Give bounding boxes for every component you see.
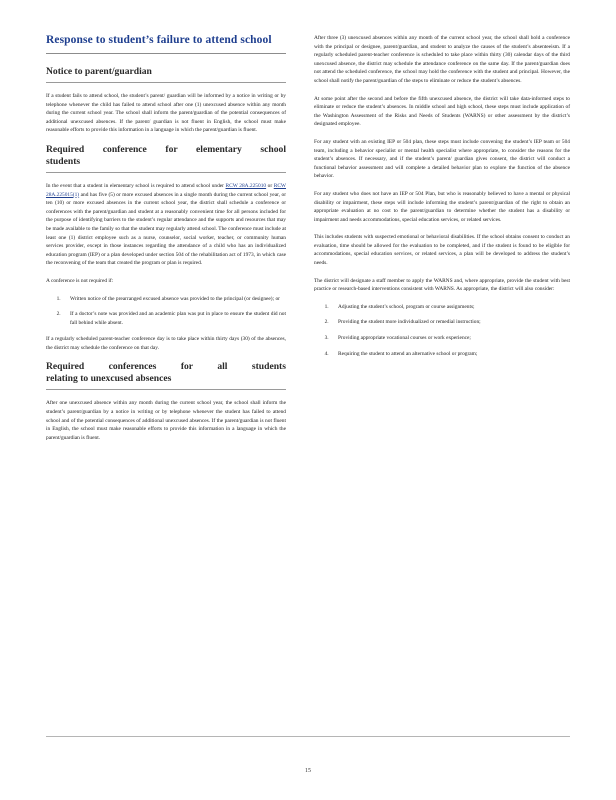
elementary-paragraph-3: If a regularly scheduled parent-teacher conference day is to take place within thirty days (30) of the absences, the district may schedule the conference on that day. (46, 336, 286, 351)
right-paragraph-6: The district will designate a staff member to apply the WARNS and, where appropriate, provide the student with best practice or research-based interventions consistent with WARNS. As appropriate, the district will also consider: (314, 277, 570, 293)
all-students-heading-line1: Required conferences for all students (46, 361, 286, 373)
list-item: 1. Adjusting the student’s school, program or course assignments; (330, 303, 570, 312)
page-number: 15 (305, 768, 311, 774)
elementary-heading-line2: students (46, 155, 81, 167)
elementary-heading-line1: Required conference for elementary school (46, 143, 286, 155)
list-item: 2. If a doctor’s note was provided and an academic plan was put in place to ensure the student did not fall behind while absent. (62, 310, 286, 327)
footer-divider (46, 736, 570, 737)
conference-exceptions-list (46, 295, 286, 328)
notice-heading-divider (46, 82, 286, 83)
list-item: 1. Written notice of the prearranged excused absence was provided to the principal (or designee); or (62, 295, 286, 304)
right-paragraph-3: For any student with an existing IEP or 504 plan, these steps must include convening the student’s IEP team or 504 team, including a behavior specialist or mental health specialist where appropriate, to consider the reasons for the student’s absences. If necessary, and if the student’s parent/ guardian gives consent, the district will conduct a functional behavior assessment and will complete a detailed behavior plan to explore the function of the absence behavior. (314, 138, 570, 180)
right-paragraph-4: For any student who does not have an IEP or 504 Plan, but who is reasonably believed to have a mental or physical disability or impairment, these steps will include informing the student’s parent/guardian of the right to obtain an appropriate evaluation at no cost to the parent/guardian to determine whether the student has a disability or impairment and needs accommodations, special education services, or related services. (314, 190, 570, 223)
list-item: 3. Providing appropriate vocational courses or work experience; (330, 334, 570, 343)
left-column (46, 34, 286, 451)
right-paragraph-2: At some point after the second and before the fifth unexcused absence, the district will take data-informed steps to eliminate or reduce the student’s absences. In middle school and high school, these steps must include application of the Washington Assessment of the Risks and Needs of Students (WARNS) or other assessment by the district’s designated employee. (314, 95, 570, 128)
page-title: Response to student’s failure to attend school (46, 34, 272, 46)
elementary-paragraph-2: A conference is not required if: (46, 277, 114, 284)
list-item: 4. Requiring the student to attend an alternative school or program; (330, 350, 570, 359)
right-paragraph-5: This includes students with suspected emotional or behavioral disabilities. If the school obtains consent to conduct an evaluation, time should be allowed for the evaluation to be completed, and if the student is found to be eligible for accommodations, special education services, or related services, a plan will be developed to address the student’s needs. (314, 234, 570, 267)
rcw-28a225010-link[interactable]: RCW 28A.225010 (225, 182, 267, 189)
rcw-28a225015-link[interactable]: RCW 28A.225015(1) (46, 182, 286, 198)
notice-paragraph: If a student fails to attend school, the student’s parent/ guardian will be informed by a notice in writing or by telephone whenever the child has failed to attend school after one (1) unexcused absence within any month during the current school year. The school shall inform the parent/guardian of the potential consequences of additional unexcused absences. If the parent/ guardian is not fluent in English, the school must make reasonable efforts to provide this information in a language in which the parent/guardian is fluent. (46, 93, 286, 134)
list-item: 2. Providing the student more individualized or remedial instruction; (330, 318, 570, 327)
consideration-list (314, 303, 570, 358)
notice-heading: Notice to parent/guardian (46, 66, 152, 77)
all-students-heading (46, 361, 286, 385)
elementary-heading-divider (46, 172, 286, 173)
right-column (314, 34, 570, 366)
elementary-paragraph-1 (46, 182, 286, 268)
all-students-paragraph: After one unexcused absence within any month during the current school year, the school shall inform the student’s parent/guardian by a notice in writing or by telephone whenever the student has failed to attend school and of the potential consequences of additional unexcused absences. If the parent/guardian is not fluent in English, the school must make reasonable efforts to provide this information in a language in which the parent/guardian is fluent. (46, 400, 286, 441)
elementary-heading (46, 144, 286, 168)
all-students-heading-line2: relating to unexcused absences (46, 373, 172, 385)
elementary-text-b: and has five (5) or more excused absences in a single month during the current school year, or ten (10) or more excused absences in the current school year, the district shall schedule a conference or conferences with the parent/guardian and student at a reasonably convenient time for all persons included for the purpose of identifying barriers to the student’s regular attendance and the supports and resources that may be made available to the family so that the student may regularly attend school. The conference must include at least one (1) district employee such as a nurse, counselor, social worker, teacher, or community human services provider, except in those instances regarding the attendance of a child who has an individualized education program (IEP) or a plan developed under section 504 of the rehabilitation act of 1973, in which case the reconvening of the team that created the program or plan is required. (46, 191, 287, 267)
right-paragraph-1: After three (3) unexcused absences within any month of the current school year, the school shall hold a conference with the principal or designee, parent/guardian, and student to analyze the causes of the student’s absenteeism. If a regularly scheduled parent-teacher conference is scheduled to take place within thirty (30) calendar days of the third unexcused absence, the district may schedule the attendance conference on the same day. If the parent/guardian does not attend the scheduled conference, the school may hold the conference with the student and principal. However, the school shall notify the parent/guardian of the steps to eliminate or reduce the student’s absences. (314, 35, 570, 84)
title-divider (46, 53, 286, 54)
elementary-text-a: In the event that a student in elementary school is required to attend school under (46, 182, 224, 189)
elementary-text-or: or (267, 182, 273, 189)
all-students-heading-divider (46, 389, 286, 390)
